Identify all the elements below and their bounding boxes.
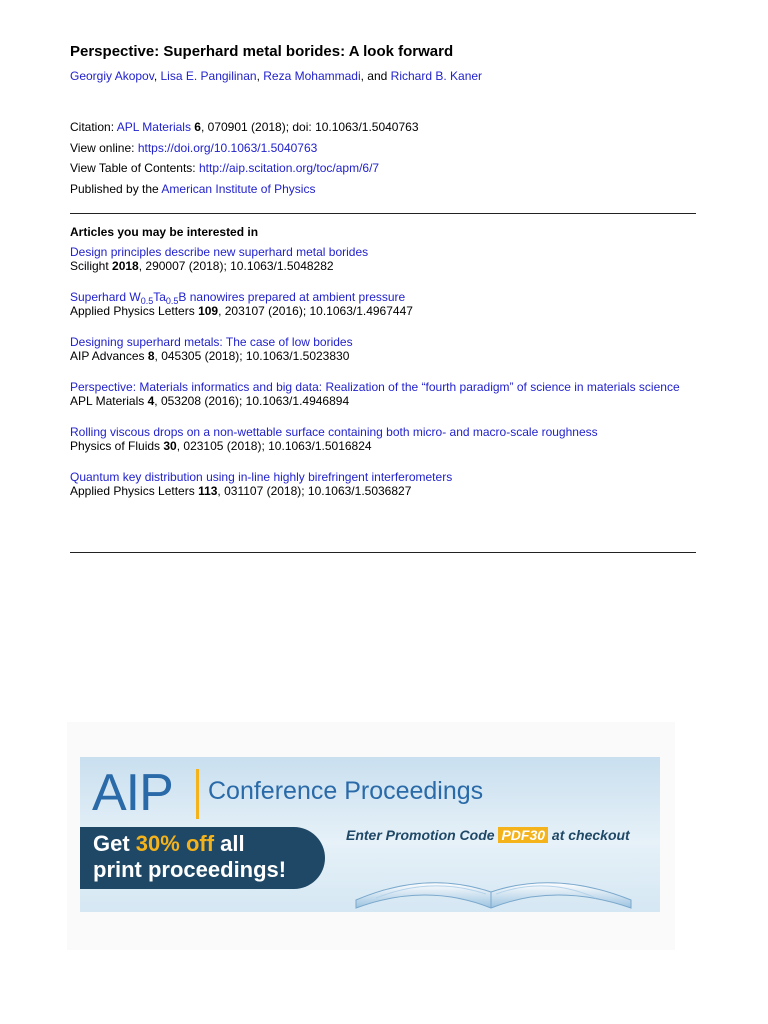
divider-top	[70, 213, 696, 214]
related-article-link[interactable]: Superhard $W_{0.5}Ta_{0.5}B$ nanowires prepared at ambient pressure	[70, 290, 406, 306]
toc-link[interactable]: http://aip.scitation.org/toc/apm/6/7	[198, 161, 380, 175]
citation-line: Citation: APL Materials 6, 070901 (2018); doi: 10.1063/1.5040763	[70, 120, 419, 134]
related-article-link[interactable]: Rolling viscous drops on a non-wettable surface containing both micro- and macro-scale roughness	[70, 425, 598, 439]
list-item: Superhard $W_{0.5}Ta_{0.5}B$ nanowires prepared at ambient pressure Applied Physics Letters 109, 203107 (2016); 10.1063/1.4967447	[70, 290, 413, 318]
offer-text: Get 30% off all print proceedings!	[93, 831, 287, 882]
author-link-mohammadi[interactable]: Reza Mohammadi	[263, 69, 361, 83]
list-item: Design principles describe new superhard metal borides Scilight 2018, 290007 (2018); 10.1063/1.5048282	[70, 245, 369, 273]
aip-logo: AIP	[92, 764, 173, 822]
citation-block	[70, 117, 419, 199]
related-heading: Articles you may be interested in	[70, 225, 259, 239]
author-link-kaner[interactable]: Richard B. Kaner	[390, 69, 483, 83]
view-online-line: View online: https://doi.org/10.1063/1.5040763	[70, 140, 318, 155]
divider-bottom	[70, 552, 696, 553]
related-articles-list	[70, 245, 696, 515]
list-item: Rolling viscous drops on a non-wettable surface containing both micro- and macro-scale roughness Physics of Fluids 30, 023105 (2018); 10.1063/1.5016824	[70, 425, 598, 453]
list-item: Perspective: Materials informatics and big data: Realization of the “fourth paradigm” of science in materials science APL Materials 4, 053208 (2016); 10.1063/1.4946894	[70, 380, 680, 408]
promo-code: PDF30	[498, 827, 548, 843]
list-item: Quantum key distribution using in-line highly birefringent interferometers Applied Physics Letters 113, 031107 (2018); 10.1063/1.5036827	[70, 470, 453, 498]
list-item: Designing superhard metals: The case of low borides AIP Advances 8, 045305 (2018); 10.1063/1.5023830	[70, 335, 353, 363]
promo-text: Enter Promotion Code PDF30 at checkout	[346, 827, 630, 843]
author-list: Georgiy Akopov, Lisa E. Pangilinan, Reza Mohammadi, and Richard B. Kaner	[70, 69, 483, 83]
product-name: Conference Proceedings	[208, 777, 484, 805]
author-link-pangilinan[interactable]: Lisa E. Pangilinan	[160, 69, 257, 83]
logo-divider	[196, 769, 199, 819]
publisher-link[interactable]: American Institute of Physics	[161, 181, 316, 196]
journal-link[interactable]: APL Materials	[116, 120, 191, 134]
citation-volume: 6	[194, 120, 201, 134]
discount-highlight: 30% off	[135, 831, 215, 856]
view-toc-line: View Table of Contents: http://aip.scitation.org/toc/apm/6/7	[70, 161, 380, 175]
doi-link[interactable]: https://doi.org/10.1063/1.5040763	[137, 140, 318, 155]
open-book-icon	[336, 852, 646, 912]
related-article-link[interactable]: Designing superhard metals: The case of low borides	[70, 335, 353, 349]
article-title: Perspective: Superhard metal borides: A look forward	[70, 43, 454, 60]
related-article-link[interactable]: Quantum key distribution using in-line highly birefringent interferometers	[70, 470, 453, 484]
ad-banner[interactable]	[80, 757, 660, 912]
publisher-line: Published by the American Institute of Physics	[70, 181, 316, 196]
related-article-link[interactable]: Design principles describe new superhard metal borides	[70, 245, 369, 259]
related-article-link[interactable]: Perspective: Materials informatics and big data: Realization of the “fourth paradigm” of science in materials science	[70, 380, 680, 394]
author-link-akopov[interactable]: Georgiy Akopov	[70, 69, 154, 83]
